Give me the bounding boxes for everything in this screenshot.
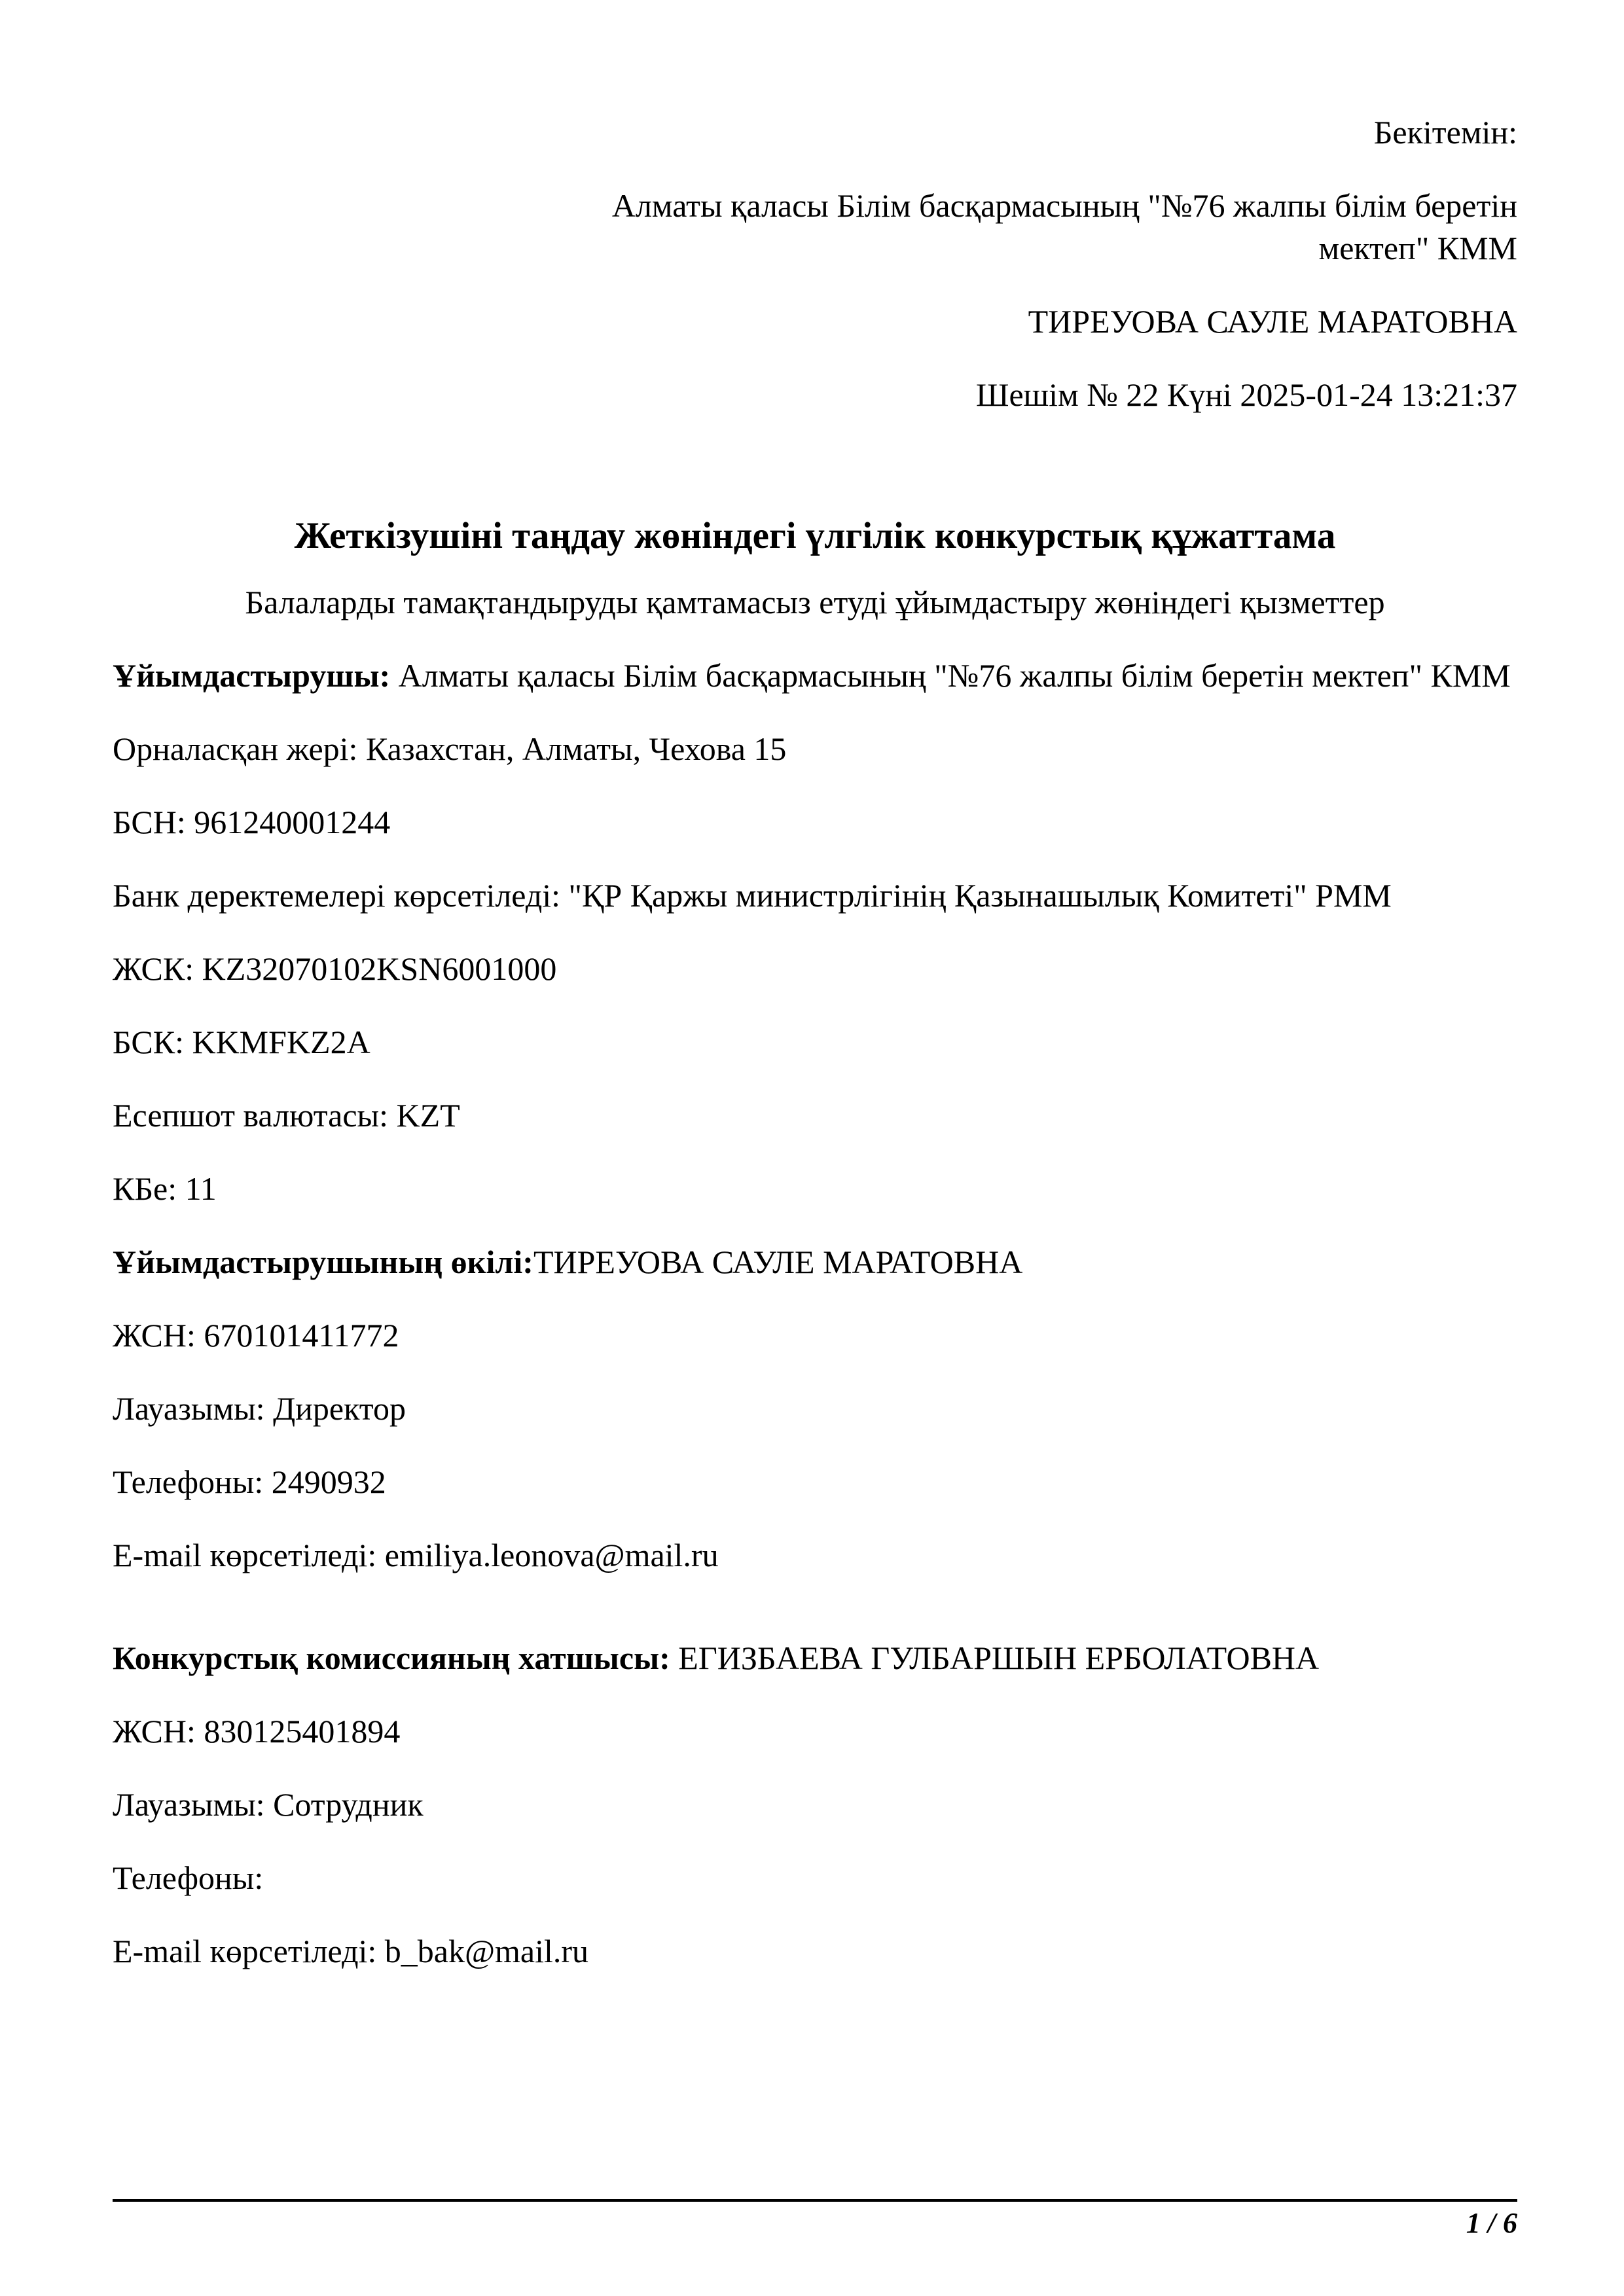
organizer-paragraph — [113, 655, 1517, 697]
secretary-phone-line: Телефоны: — [113, 1859, 264, 1896]
representative-value: ТИРЕУОВА САУЛЕ МАРАТОВНА — [533, 1244, 1023, 1280]
footer-divider — [113, 2199, 1517, 2202]
representative-phone-line: Телефоны: 2490932 — [113, 1463, 386, 1500]
secretary-paragraph — [113, 1637, 1517, 1679]
organizer-label: Ұйымдастырушы: — [113, 657, 391, 694]
organizer-currency-line: Есепшот валютасы: KZT — [113, 1097, 460, 1134]
page-number: 1 / 6 — [1466, 2207, 1517, 2239]
representative-zhsn-line: ЖСН: 670101411772 — [113, 1317, 399, 1354]
representative-email-line: E-mail көрсетіледі: emiliya.leonova@mail.ru — [113, 1537, 719, 1573]
approval-block — [562, 111, 1517, 416]
organizer-location-line: Орналасқан жері: Казахстан, Алматы, Чехова 15 — [113, 730, 787, 767]
approval-organization: Алматы қаласы Білім басқармасының "№76 жалпы білім беретін мектеп" КММ — [611, 187, 1517, 266]
organizer-value: Алматы қаласы Білім басқармасының "№76 жалпы білім беретін мектеп" КММ — [390, 657, 1511, 694]
blank-spacer — [113, 1607, 1517, 1637]
secretary-position-line: Лауазымы: Сотрудник — [113, 1786, 424, 1823]
organizer-bsk-line: БСК: KKMFKZ2A — [113, 1024, 370, 1060]
representative-position-line: Лауазымы: Директор — [113, 1390, 406, 1427]
organizer-bank-line: Банк деректемелері көрсетіледі: "ҚР Қаржы министрлігінің Қазынашылық Комитеті" РММ — [113, 877, 1392, 914]
organizer-bsn-line: БСН: 961240001244 — [113, 804, 391, 840]
secretary-value: ЕГИЗБАЕВА ГУЛБАРШЫН ЕРБОЛАТОВНА — [670, 1640, 1320, 1676]
secretary-zhsn-line: ЖСН: 830125401894 — [113, 1713, 401, 1749]
secretary-email-line: E-mail көрсетіледі: b_bak@mail.ru — [113, 1933, 589, 1969]
document-title: Жеткізушіні таңдау жөніндегі үлгілік конкурстық құжаттама — [294, 515, 1336, 556]
approver-name: ТИРЕУОВА САУЛЕ МАРАТОВНА — [1028, 303, 1517, 340]
organizer-zhsk-line: ЖСК: KZ32070102KSN6001000 — [113, 950, 557, 987]
organizer-kbe-line: КБе: 11 — [113, 1170, 217, 1207]
secretary-label: Конкурстық комиссияның хатшысы: — [113, 1640, 670, 1676]
document-content — [113, 111, 1517, 2003]
representative-paragraph — [113, 1241, 1517, 1283]
document-subtitle: Балаларды тамақтандыруды қамтамасыз етуді ұйымдастыру жөніндегі қызметтер — [245, 584, 1385, 620]
representative-label: Ұйымдастырушының өкілі: — [113, 1244, 533, 1280]
decision-line: Шешім № 22 Күні 2025-01-24 13:21:37 — [976, 376, 1517, 413]
approval-label: Бекітемін: — [1373, 114, 1517, 151]
